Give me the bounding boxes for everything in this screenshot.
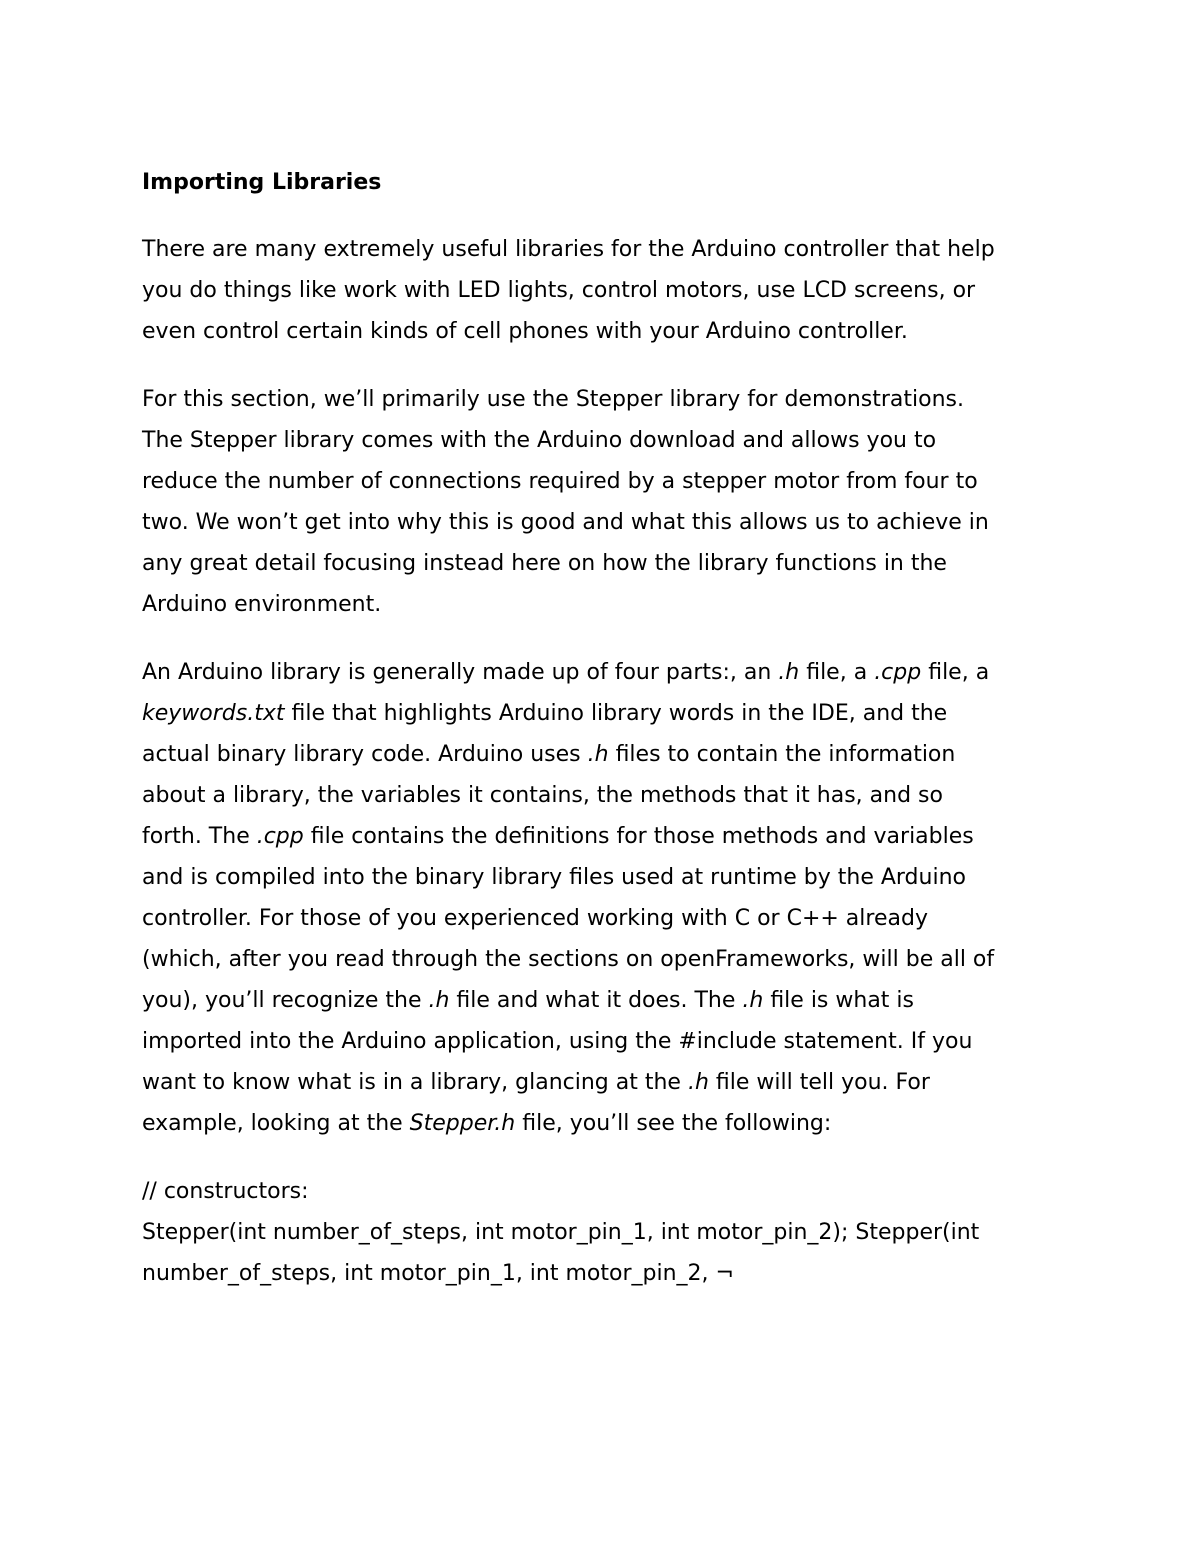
text-line: The Stepper library comes with the Arduino download and allows you to <box>142 428 937 453</box>
text-line: imported into the Arduino application, using the #include statement. If you <box>142 1029 973 1054</box>
text-run: file and what it does. The <box>449 988 743 1013</box>
text-run: file, a <box>921 660 990 685</box>
text-run: file that highlights Arduino library words in the IDE, and the <box>284 701 948 726</box>
text-run: file contains the definitions for those methods and variables <box>303 824 974 849</box>
text-line: reduce the number of connections required by a stepper motor from four to <box>142 469 978 494</box>
text-line: (which, after you read through the sections on openFrameworks, will be all of <box>142 947 995 972</box>
text-run-italic: keywords.txt <box>142 701 285 726</box>
text-run: you), you’ll recognize the <box>142 988 429 1013</box>
text-run: file, you’ll see the following: <box>515 1111 832 1136</box>
text-run-italic: .h <box>587 742 609 767</box>
paragraph-intro <box>142 229 1067 352</box>
text-line <box>142 1103 1067 1144</box>
text-line <box>142 734 1067 775</box>
text-run: forth. The <box>142 824 257 849</box>
text-run: example, looking at the <box>142 1111 410 1136</box>
text-run-italic: .h <box>428 988 450 1013</box>
text-run-italic: .h <box>778 660 800 685</box>
paragraph-stepper <box>142 379 1067 625</box>
text-line: about a library, the variables it contains, the methods that it has, and so <box>142 783 943 808</box>
text-line: any great detail focusing instead here on how the library functions in the <box>142 551 947 576</box>
text-run: files to contain the information <box>608 742 956 767</box>
text-line: you do things like work with LED lights, control motors, use LCD screens, or <box>142 278 976 303</box>
text-run: want to know what is in a library, glancing at the <box>142 1070 688 1095</box>
text-line <box>142 652 1067 693</box>
text-line: controller. For those of you experienced working with C or C++ already <box>142 906 928 931</box>
text-run-italic: .cpp <box>874 660 922 685</box>
code-block <box>142 1171 1067 1294</box>
text-run: file will tell you. For <box>708 1070 930 1095</box>
code-line: // constructors: <box>142 1179 309 1204</box>
text-line <box>142 693 1067 734</box>
text-run-italic: .cpp <box>256 824 304 849</box>
code-line: Stepper(int number_of_steps, int motor_pin_1, int motor_pin_2); Stepper(int <box>142 1220 980 1245</box>
text-run: actual binary library code. Arduino uses <box>142 742 588 767</box>
text-line: There are many extremely useful libraries for the Arduino controller that help <box>142 237 995 262</box>
text-line: two. We won’t get into why this is good and what this allows us to achieve in <box>142 510 989 535</box>
text-line: Arduino environment. <box>142 592 382 617</box>
text-run-italic: Stepper.h <box>409 1111 516 1136</box>
text-line <box>142 980 1067 1021</box>
text-line: and is compiled into the binary library files used at runtime by the Arduino <box>142 865 966 890</box>
text-run: An Arduino library is generally made up of four parts:, an <box>142 660 779 685</box>
text-line: even control certain kinds of cell phones with your Arduino controller. <box>142 319 908 344</box>
text-line <box>142 1062 1067 1103</box>
text-run: file is what is <box>763 988 914 1013</box>
section-heading: Importing Libraries <box>142 170 382 195</box>
code-line: number_of_steps, int motor_pin_1, int motor_pin_2, ¬ <box>142 1261 734 1286</box>
text-run-italic: .h <box>742 988 764 1013</box>
text-line <box>142 816 1067 857</box>
document-body <box>142 163 1067 1321</box>
text-run-italic: .h <box>687 1070 709 1095</box>
paragraph-library-parts <box>142 652 1067 1144</box>
text-line: For this section, we’ll primarily use the Stepper library for demonstrations. <box>142 387 965 412</box>
text-run: file, a <box>799 660 875 685</box>
